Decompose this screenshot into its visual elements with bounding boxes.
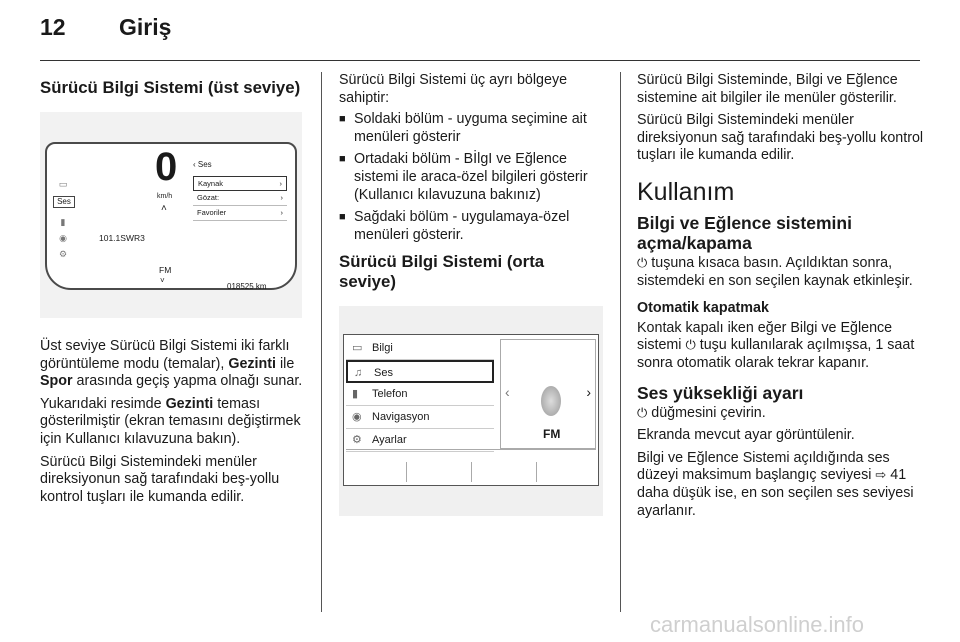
- column-divider-2: [620, 72, 621, 612]
- footer-divider: [536, 462, 537, 482]
- list-item: ■ Ortadaki bölüm - BİlgI ve Eğlence sistemi ile araca-özel bilgileri gösterir (Kullanıcı kılavuzuna bakınız): [339, 151, 604, 204]
- text-span: arasında geçiş yapma olnağı sunar.: [72, 373, 303, 390]
- display-menu-label: Telefon: [372, 388, 408, 401]
- power-icon: ⏻: [637, 405, 648, 421]
- paragraph-volume-turn: [637, 405, 927, 423]
- heading-volume: Ses yüksekliği ayarı: [637, 382, 804, 403]
- text-span: düğmesini çevirin.: [647, 404, 766, 421]
- watermark: carmanualsonline.info: [650, 612, 865, 637]
- text-span: tuşuna kısaca basın. Açıldıktan sonra, sistemdeki en son seçilen kaynak etkinleşir.: [637, 254, 913, 289]
- navigation-icon: ◉: [352, 411, 362, 424]
- display-footer: [346, 449, 596, 483]
- chevron-up-icon: ˄: [161, 203, 167, 214]
- cluster-menu-label: Gözat:: [197, 192, 220, 202]
- cluster-right-menu: [193, 156, 287, 221]
- heading-on-off: Bilgi ve Eğlence sistemini açma/kapama: [637, 212, 852, 253]
- cluster-menu-label: Kaynak: [198, 178, 224, 188]
- text-span: Üst seviye Sürücü Bilgi Sistemi iki farklı görüntüleme modu (temalar),: [40, 338, 290, 372]
- text-span: Yukarıdaki resimde: [40, 395, 166, 412]
- list-item: ■ Soldaki bölüm - uyguma seçimine ait menüleri gösterir: [339, 111, 604, 146]
- cluster-speed-unit: km/h: [157, 193, 173, 200]
- heading-auto-off: Otomatik kapatmak: [637, 300, 769, 317]
- term-gezinti: Gezinti: [165, 395, 214, 412]
- cluster-station: 101.1SWR3: [99, 233, 145, 243]
- cluster-left-menu: [51, 174, 75, 258]
- column-divider-1: [321, 72, 322, 612]
- power-icon: ⏻: [637, 255, 648, 271]
- page-header: [40, 14, 920, 54]
- display-band: FM: [543, 427, 561, 442]
- footer-divider: [471, 462, 472, 482]
- term-gezinti: Gezinti: [228, 355, 276, 372]
- column-2: [339, 72, 604, 516]
- cluster-display: [45, 142, 297, 290]
- paragraph-auto-off: [637, 320, 927, 373]
- navigation-icon: ◉: [59, 233, 67, 243]
- section-heading-mid-dis: Sürücü Bilgi Sistemi (orta seviye): [339, 252, 545, 292]
- cluster-left-selected: Ses: [53, 196, 75, 208]
- list-item: ■ Sağdaki bölüm - uygulamaya-özel menüleri gösterir.: [339, 209, 604, 244]
- paragraph-on-off: [637, 255, 927, 290]
- cluster-menu-title: ‹ Ses: [193, 160, 212, 169]
- settings-icon: ⚙: [58, 249, 68, 259]
- paragraph-theme-shown: [40, 396, 310, 449]
- chevron-right-icon: ›: [279, 178, 282, 188]
- info-display: [343, 334, 599, 486]
- text-span: teması gösterilmiştir (ekran temasını değiştirmek için Kullanıcı kılavuzuna bakın).: [40, 395, 301, 447]
- display-menu-item: [346, 337, 494, 360]
- display-right-pane: [500, 339, 596, 449]
- display-menu: [346, 337, 494, 452]
- page-number: 12: [40, 14, 66, 40]
- paragraph-menus-control: Sürücü Bilgi Sistemindeki menüler direksiyonun sağ tarafındaki beş-yollu kontrol tuşları ile kumanda edilir.: [40, 453, 280, 505]
- footer-divider: [406, 462, 407, 482]
- chevron-down-icon: ˅: [160, 276, 165, 285]
- cluster-speed: 0: [155, 145, 178, 189]
- text-span: tuşu kullanılarak açılmışsa, 1 saat sonra otomatik olarak tekrar kapanır.: [637, 337, 915, 371]
- display-menu-item: [346, 383, 494, 406]
- column-1: [40, 72, 310, 511]
- section-heading-upper-dis: Sürücü Bilgi Sistemi (üst seviye): [40, 78, 301, 97]
- heading-operation: Kullanım: [637, 177, 735, 206]
- chevron-left-icon: ‹: [505, 384, 510, 401]
- column-3: [637, 72, 927, 525]
- paragraph-three-areas: Sürücü Bilgi Sistemi üç ayrı bölgeye sahiptir:: [339, 72, 568, 106]
- info-icon: ▭: [58, 179, 68, 189]
- cluster-menu-row: [193, 191, 287, 206]
- audio-icon: ♫: [354, 367, 363, 380]
- paragraph-dis-info: Sürücü Bilgi Sisteminde, Bilgi ve Eğlence sistemine ait bilgiler ile menüler gösterilir.: [637, 72, 898, 106]
- text-span: Bilgi ve Eğlence Sistemi açıldığında ses düzeyi maksimum başlangıç seviyesi: [637, 449, 890, 484]
- text-span: Kontak kapalı iken eğer Bilgi ve Eğlence sistemi: [637, 319, 893, 354]
- cluster-band: FM: [159, 265, 172, 275]
- phone-icon: ▮: [352, 388, 359, 401]
- settings-icon: ⚙: [352, 434, 362, 447]
- term-spor: Spor: [40, 373, 73, 390]
- figure-upper-level-cluster: [40, 112, 302, 318]
- chevron-right-icon: ›: [280, 192, 283, 202]
- header-rule: [40, 60, 920, 61]
- display-menu-label: Ayarlar: [372, 434, 407, 447]
- figure-mid-level-display: [339, 306, 603, 516]
- info-icon: ▭: [352, 342, 363, 355]
- display-menu-label: Navigasyon: [372, 411, 430, 424]
- cluster-odometer: 018525 km: [227, 282, 267, 291]
- display-menu-item: [346, 406, 494, 429]
- page-reference-arrow-icon: ⇨: [875, 468, 887, 484]
- chevron-right-icon: ›: [586, 384, 591, 401]
- chapter-title: Giriş: [119, 14, 172, 40]
- paragraph-volume-start: [637, 450, 927, 520]
- display-menu-label: Ses: [374, 367, 393, 380]
- power-icon: ⏻: [685, 338, 696, 354]
- chevron-right-icon: ›: [280, 207, 283, 217]
- cluster-menu-row: [193, 176, 287, 191]
- cluster-menu-row: [193, 206, 287, 221]
- paragraph-volume-display: Ekranda mevcut ayar görüntülenir.: [637, 427, 855, 444]
- areas-list: [339, 111, 604, 244]
- display-menu-item: [346, 360, 494, 383]
- cluster-menu-label: Favoriler: [197, 207, 227, 217]
- display-menu-label: Bilgi: [372, 342, 393, 355]
- paragraph-themes: [40, 338, 310, 391]
- paragraph-dis-control: Sürücü Bilgi Sistemindeki menüler direksiyonun sağ tarafındaki beş-yollu kontrol tuşları ile kumanda edilir.: [637, 112, 924, 164]
- phone-icon: ▮: [60, 217, 66, 227]
- volume-knob-icon: [541, 386, 561, 416]
- text-span: ile: [276, 355, 295, 372]
- text-span: 41 daha düşük ise, en son seçilen ses seviyesi ayarlanır.: [637, 467, 914, 519]
